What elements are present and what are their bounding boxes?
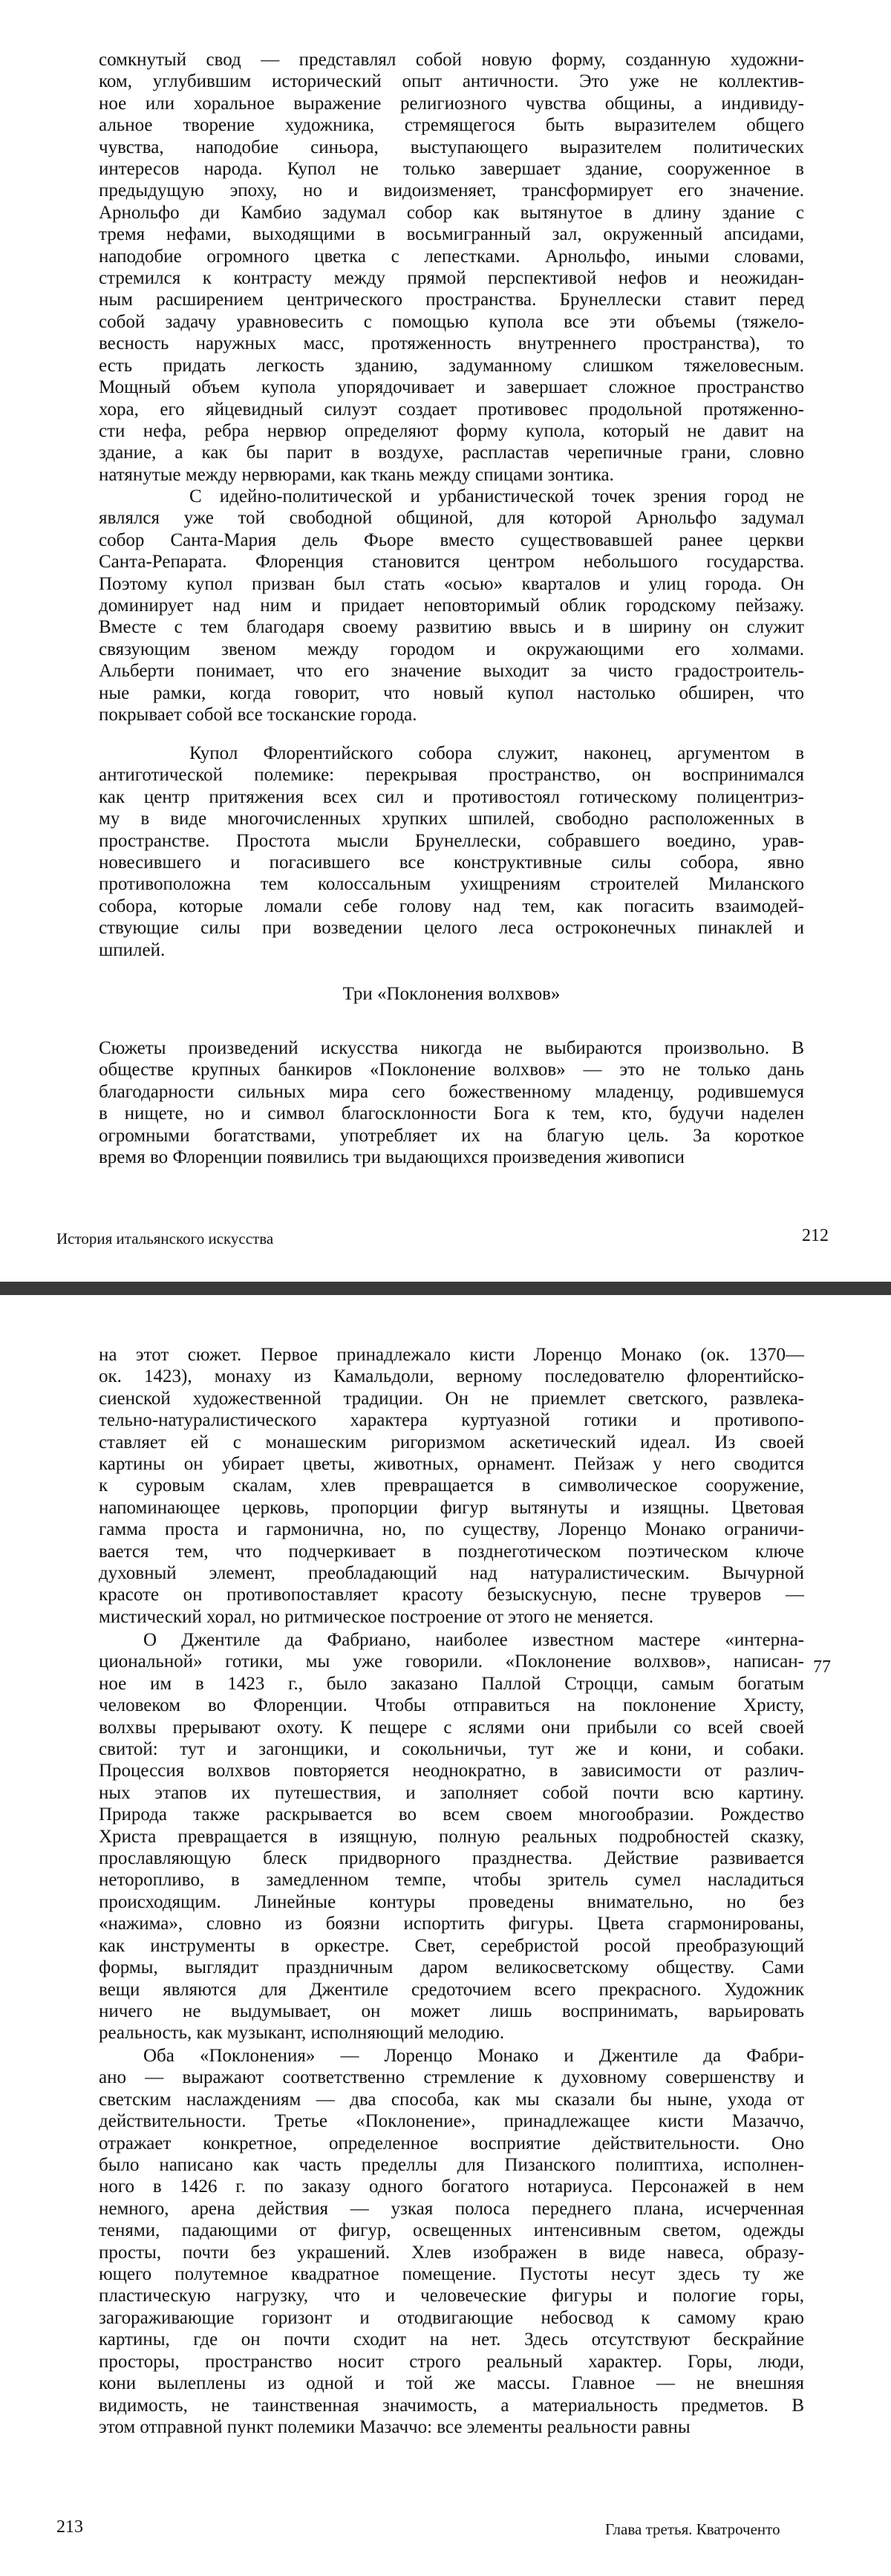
text-line: формы, выглядит праздничным даром великосветскому обществу. Сами	[99, 1957, 804, 1978]
text-line: время во Флоренции появились три выдающихся произведения живописи	[99, 1147, 685, 1168]
text-line: тремя нефами, выходящими в восьмигранный зал, окруженный апсидами,	[99, 224, 804, 245]
text-line: немного, арена действия — узкая полоса переднего плана, исчерченная	[99, 2198, 804, 2219]
text-line: Процессия волхвов повторяется неоднократно, в зависимости от различ-	[99, 1761, 804, 1781]
text-line: как инструменты в оркестре. Свет, серебристой росой преобразующий	[99, 1935, 804, 1956]
text-line: отражает конкретное, определенное восприятие действительности. Оно	[99, 2133, 804, 2153]
paragraph-antigothic	[99, 743, 804, 961]
text-line: противоположна тем колоссальным ухищрениям строителей Миланского	[99, 874, 804, 895]
page-213	[0, 1295, 891, 2576]
text-line: просты, почти без украшений. Хлев изображен в виде навеса, образу-	[99, 2242, 804, 2263]
text-line: волхвы прерывают охоту. К пещере с яслями они прибыли со всей своей	[99, 1717, 804, 1738]
text-line: му в виде многочисленных хрупких шпилей, свободно расположенных в	[99, 809, 804, 829]
text-line: ным расширением центрического пространства. Брунеллески ставит перед	[99, 290, 804, 310]
text-line: «нажима», словно из боязни испортить фигуры. Цвета сгармонированы,	[99, 1914, 804, 1934]
text-line: Вместе с тем благодаря своему развитию ввысь и в ширину он служит	[99, 617, 804, 638]
text-line: вещи являются для Джентиле средоточием всего прекрасного. Художник	[99, 1979, 804, 2000]
page-divider	[0, 1282, 891, 1295]
paragraph-dome-form	[99, 49, 804, 486]
text-line: ставляет ей с монашеским ригоризмом аскетический идеал. Из своей	[99, 1432, 804, 1452]
text-line: здание, а как бы парит в воздухе, распластав черепичные грани, словно	[99, 443, 804, 463]
text-line: действительности. Третье «Поклонение», принадлежащее кисти Мазаччо,	[99, 2111, 804, 2132]
text-line: чувства, наподобие синьора, выступающего выразителем политических	[99, 137, 804, 157]
text-line: Альберти понимает, что его значение выходит за чисто градостроитель-	[99, 661, 804, 682]
text-line: напоминающее церковь, пропорции фигур вытянуты и изящны. Цветовая	[99, 1497, 804, 1518]
section-heading: Три «Поклонения волхвов»	[342, 984, 561, 1004]
text-line: собой задачу уравновесить с помощью купола все эти объемы (тяжело-	[99, 311, 804, 332]
text-line: этом отправной пункт полемики Мазаччо: все элементы реальности равны	[99, 2416, 691, 2437]
text-line: С идейно-политической и урбанистической точек зрения город не	[189, 486, 804, 506]
text-line: Купол Флорентийского собора служит, наконец, аргументом в	[189, 743, 804, 763]
text-line: являлся уже той свободной общиной, для которой Арнольфо задумал	[99, 508, 804, 529]
text-line: наподобие огромного цветка с лепестками. Арнольфо, иными словами,	[99, 246, 804, 267]
text-line: новесившего и погасившего все конструктивные силы собора, явно	[99, 852, 804, 873]
text-line: интересов народа. Купол не только завершает здание, сооруженное в	[99, 159, 804, 180]
text-line: покрывает собой все тосканские города.	[99, 705, 417, 725]
text-line: сиенской художественной традиции. Он не приемлет светского, развлека-	[99, 1388, 804, 1409]
text-line: стремился к контрасту между прямой перспективой нефов и неожидан-	[99, 268, 804, 289]
text-line: Природа также раскрывается во всем своем многообразии. Рождество	[99, 1804, 804, 1825]
text-line: ничего не выдумывает, он может лишь воспринимать, варьировать	[99, 2001, 804, 2021]
text-line: свитой: тут и загонщики, и сокольничьи, тут же и кони, и собаки.	[99, 1739, 804, 1760]
text-line: благодарности сильных мира сего божественному младенцу, родившемуся	[99, 1081, 804, 1102]
page-number: 212	[802, 1226, 829, 1245]
text-line: загораживающие горизонт и отодвигающие небосвод к самому краю	[99, 2307, 804, 2328]
paragraph-lorenzo-monaco	[99, 1344, 804, 1628]
text-line: Сюжеты произведений искусства никогда не выбираются произвольно. В	[99, 1038, 804, 1058]
paragraph-city-axis	[99, 486, 804, 725]
text-line: картины он убирает цветы, животных, орнамент. Пейзаж у него сводится	[99, 1454, 804, 1475]
text-line: красоте он противопоставляет красоту безыскусную, песне труверов —	[99, 1585, 804, 1605]
text-line: собор Санта-Мария дель Фьоре вместо существовавшей ранее церкви	[99, 529, 804, 550]
text-line: пластическую нагрузку, что и человеческие фигуры и пологие горы,	[99, 2286, 804, 2306]
text-line: доминирует над ним и придает неповторимый облик городскому пейзажу.	[99, 596, 804, 616]
text-line: реальность, как музыкант, исполняющий мелодию.	[99, 2023, 505, 2044]
text-line: есть придать легкость зданию, задуманному слишком тяжеловесным.	[99, 355, 804, 376]
text-line: тельно-натуралистического характера куртуазной готики и противопо-	[99, 1410, 804, 1431]
text-line: ное им в 1423 г., было заказано Паллой Строцци, самым богатым	[99, 1673, 804, 1694]
text-line: ком, углубившим исторический опыт античности. Это уже не коллектив-	[99, 71, 804, 92]
text-line: альное творение художника, стремящегося быть выразителем общего	[99, 115, 804, 136]
text-line: ные рамки, когда говорит, что новый купол настолько обширен, что	[99, 682, 804, 703]
text-line: натянутые между нервюрами, как ткань между спицами зонтика.	[99, 464, 614, 485]
text-line: мистический хорал, но ритмическое построение от этого не меняется.	[99, 1606, 654, 1627]
text-line: человеком во Флоренции. Чтобы отправиться на поклонение Христу,	[99, 1695, 804, 1716]
text-line: антиготической полемике: перекрывая пространство, он воспринимался	[99, 765, 804, 786]
text-line: сомкнутый свод — представлял собой новую форму, созданную художни-	[99, 50, 804, 70]
text-line: Христа превращается в изящную, полную реальных подробностей сказку,	[99, 1826, 804, 1847]
text-line: сти нефа, ребра нервюр определяют форму купола, который не давит на	[99, 420, 804, 441]
text-line: пространстве. Простота мысли Брунеллески, собравшего воедино, урав-	[99, 830, 804, 851]
text-line: видимость, не таинственная значимость, а материальность предметов. В	[99, 2395, 804, 2416]
text-line: Оба «Поклонения» — Лоренцо Монако и Джентиле да Фабри-	[143, 2046, 804, 2066]
text-line: Поэтому купол призван был стать «осью» кварталов и улиц города. Он	[99, 573, 804, 594]
text-line: ок. 1423), монаху из Камальдоли, верному последователю флорентийско-	[99, 1366, 804, 1387]
running-footer-book-title: История итальянского искусства	[56, 1230, 274, 1248]
text-line: на этот сюжет. Первое принадлежало кисти Лоренцо Монако (ок. 1370—	[99, 1345, 804, 1365]
text-line: духовный элемент, преобладающий над натуралистическим. Вычурной	[99, 1563, 804, 1584]
text-line: собора, которые ломали себе голову над тем, как погасить взаимодей-	[99, 896, 804, 916]
text-line: циональной» готики, мы уже говорили. «Поклонение волхвов», написан-	[99, 1651, 804, 1672]
text-line: ющего полутемное квадратное помещение. Пустоты несут здесь ту же	[99, 2264, 804, 2285]
text-line: к суровым скалам, хлев превращается в символическое сооружение,	[99, 1476, 804, 1496]
text-line: ных этапов их путешествия, и заполняет собой почти всю картину.	[99, 1782, 804, 1803]
text-line: в нищете, но и символ благосклонности Бога к тем, кто, будучи наделен	[99, 1103, 804, 1124]
text-line: тенями, падающими от фигур, освещенных интенсивным светом, одежды	[99, 2220, 804, 2241]
text-line: огромными богатствами, употребляет их на благую цель. За короткое	[99, 1125, 804, 1146]
text-line: гамма проста и гармонична, но, по существу, Лоренцо Монако ограничи-	[99, 1519, 804, 1540]
text-line: шпилей.	[99, 939, 166, 960]
text-line: как центр притяжения всех сил и противостоял готическому полицентриз-	[99, 786, 804, 807]
text-line: Санта-Репарата. Флоренция становится центром небольшого государства.	[99, 552, 804, 573]
text-line: кони вылеплены из одной и той же массы. Главное — не внешняя	[99, 2373, 804, 2394]
text-line: ствующие силы при возведении целого леса остроконечных пинаклей и	[99, 918, 804, 939]
text-line: обществе крупных банкиров «Поклонение волхвов» — это не только дань	[99, 1060, 804, 1080]
text-line: Арнольфо ди Камбио задумал собор как вытянутое в длину здание с	[99, 202, 804, 223]
text-line: ного в 1426 г. по заказу одного богатого нотариуса. Персонажей в нем	[99, 2176, 804, 2197]
text-line: хора, его яйцевидный силуэт создает противовес продольной протяженно-	[99, 399, 804, 420]
paragraph-adoration-intro	[99, 1037, 804, 1168]
text-line: картины, где он почти сходит на нет. Здесь отсутствуют бескрайние	[99, 2329, 804, 2350]
text-line: весность наружных масс, протяженность внутреннего пространства), то	[99, 333, 804, 354]
text-line: вается тем, что подчеркивает в позднеготическом поэтическом ключе	[99, 1541, 804, 1562]
margin-note-number: 77	[813, 1657, 831, 1677]
text-line: Мощный объем купола упорядочивает и завершает сложное пространство	[99, 377, 804, 398]
text-line: происходящим. Линейные контуры проведены внимательно, но без	[99, 1891, 804, 1912]
paragraph-masaccio	[99, 2045, 804, 2438]
text-line: светским наслаждениям — два способа, как мы сказали бы ныне, ухода от	[99, 2089, 804, 2110]
text-line: неторопливо, в замедленном темпе, чтобы зритель сумел насладиться	[99, 1870, 804, 1891]
text-line: прославляющую блеск придворного празднества. Действие развивается	[99, 1848, 804, 1869]
text-line: было написано как часть пределлы для Пизанского полиптиха, исполнен-	[99, 2155, 804, 2176]
text-line: О Джентиле да Фабриано, наиболее известном мастере «интерна-	[143, 1630, 804, 1650]
text-line: просторы, пространство носит строго реальный характер. Горы, люди,	[99, 2351, 804, 2372]
running-footer-chapter-title: Глава третья. Кватроченто	[605, 2520, 780, 2538]
page-212	[0, 0, 891, 1282]
text-line: ное или хоральное выражение религиозного чувства общины, а индивиду-	[99, 93, 804, 114]
page-number: 213	[56, 2517, 83, 2537]
paragraph-gentile-da-fabriano	[99, 1629, 804, 2044]
text-line: связующим звеном между городом и окружающими его холмами.	[99, 639, 804, 659]
text-line: ано — выражают соответственно стремление к духовному совершенству и	[99, 2067, 804, 2088]
text-line: предыдущую эпоху, но и видоизменяет, трансформирует его значение.	[99, 180, 804, 201]
